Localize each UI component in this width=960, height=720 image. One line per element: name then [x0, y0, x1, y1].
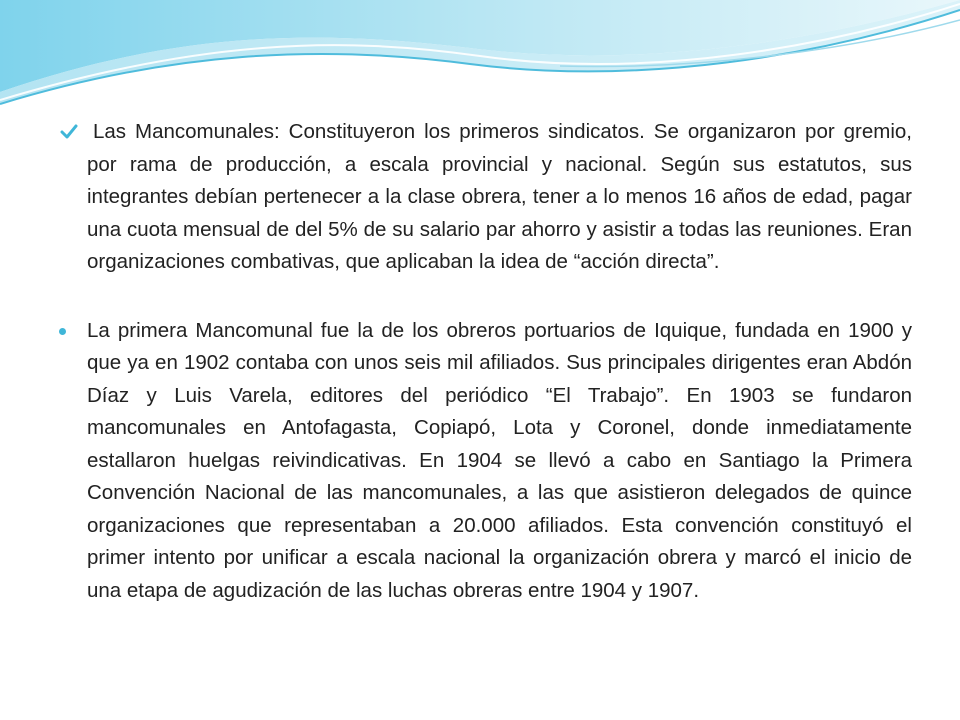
bullet-item-primera-mancomunal [56, 315, 912, 608]
bullet-dot-icon [59, 328, 66, 335]
check-icon [59, 122, 79, 142]
bullet-text: La primera Mancomunal fue la de los obreros portuarios de Iquique, fundada en 1900 y que ya en 1902 contaba con unos seis mil afiliados. Sus principales dirigentes eran Abdón Díaz y Luis Varela, editores del periódico “El Trabajo”. En 1903 se fundaron mancomunales en Antofagasta, Copiapó, Lota y Coronel, donde inmediatamente estallaron huelgas reivindicativas. En 1904 se llevó a cabo en Santiago la Primera Convención Nacional de las mancomunales, a las que asistieron delegados de quince organizaciones que representaban a 20.000 afiliados. Esta convención constituyó el primer intento por unificar a escala nacional la organización obrera y marcó el inicio de una etapa de agudización de las luchas obreras entre 1904 y 1907. [87, 318, 912, 602]
wave-header-decoration [0, 0, 960, 120]
bullet-item-mancomunales [56, 116, 912, 279]
bullet-text: Las Mancomunales: Constituyeron los primeros sindicatos. Se organizaron por gremio, por rama de producción, a escala provincial y nacional. Según sus estatutos, sus integrantes debían pertenecer a la clase obrera, tener a lo menos 16 años de edad, pagar una cuota mensual de del 5% de su salario par ahorro y asistir a todas las reuniones. Eran organizaciones combativas, que aplicaban la idea de “acción directa”. [87, 120, 912, 273]
slide-body [56, 116, 912, 607]
